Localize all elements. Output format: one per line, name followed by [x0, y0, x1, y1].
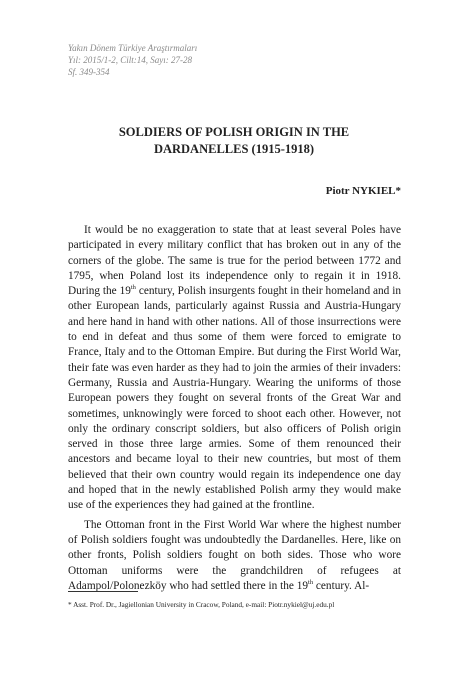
paragraph-2: [68, 518, 401, 594]
title-line-1: SOLDIERS OF POLISH ORIGIN IN THE: [118, 125, 350, 139]
title-line-2: DARDANELLES (1915-1918): [153, 142, 315, 156]
journal-pages: Sf. 349-354: [68, 67, 110, 77]
author-name: Piotr NYKIEL: [325, 185, 396, 197]
paragraph-1-text-a: It would be no exaggeration to state that at least several Poles have participated in every military conflict that has broken out in any of the corners of the globe. The same is true for the period between 1772 and 1795, when Poland lost its independence only to regain it in 1918. During the 19: [68, 224, 401, 298]
footnote: * Asst. Prof. Dr., Jagiellonian University in Cracow, Poland, e-mail: Piotr.nykiel@uj.edu.pl: [68, 600, 335, 609]
article-body: [68, 223, 401, 594]
journal-issue: Yıl: 2015/1-2, Cilt:14, Sayı: 27-28: [68, 55, 192, 65]
paragraph-2-text-b: century. Al-: [313, 579, 370, 592]
author-footnote-marker: *: [395, 185, 401, 197]
author-byline: [326, 185, 401, 197]
footnote-separator: [68, 591, 138, 592]
paragraph-1-text-b: century, Polish insurgents fought in their homeland and in other European lands, particularly against Russia and Austria-Hungary and here hand in hand with other nations. All of those insurrections were to end in defeat and thus some of them were forced to emigrate to France, Italy and to the Ottoman Empire. But during the First World War, their fate was even harder as they had to join the armies of their invaders: Germany, Russia and Austria-Hungary. Wearing the uniforms of those European powers they fought on several fronts of the Great War and sometimes, unknowingly were forced to shoot each other. However, not only the ordinary conscript soldiers, but also officers of Polish origin served in those three large armies. Some of them renounced their ancestors and became loyal to their new countries, but most of them believed that their own country would regain its independence one day and hoped that in the newly established Polish army they would make use of the experiences they had gained at the frontline.: [68, 285, 401, 512]
article-title: [60, 124, 408, 158]
journal-header: [68, 42, 197, 78]
paragraph-1-superscript: th: [130, 284, 136, 292]
journal-name: Yakın Dönem Türkiye Araştırmaları: [68, 43, 198, 53]
paragraph-2-text-a: The Ottoman front in the First World War where the highest number of Polish soldiers fought was undoubtedly the Dardanelles. Here, like on other fronts, Polish soldiers fought on both sides. Those who wore Ottoman uniforms were the grandchildren of refugees at Adampol/Polonezköy who had settled there in the 19: [68, 518, 401, 592]
paragraph-2-superscript: th: [308, 579, 314, 587]
paragraph-1: [68, 223, 401, 514]
